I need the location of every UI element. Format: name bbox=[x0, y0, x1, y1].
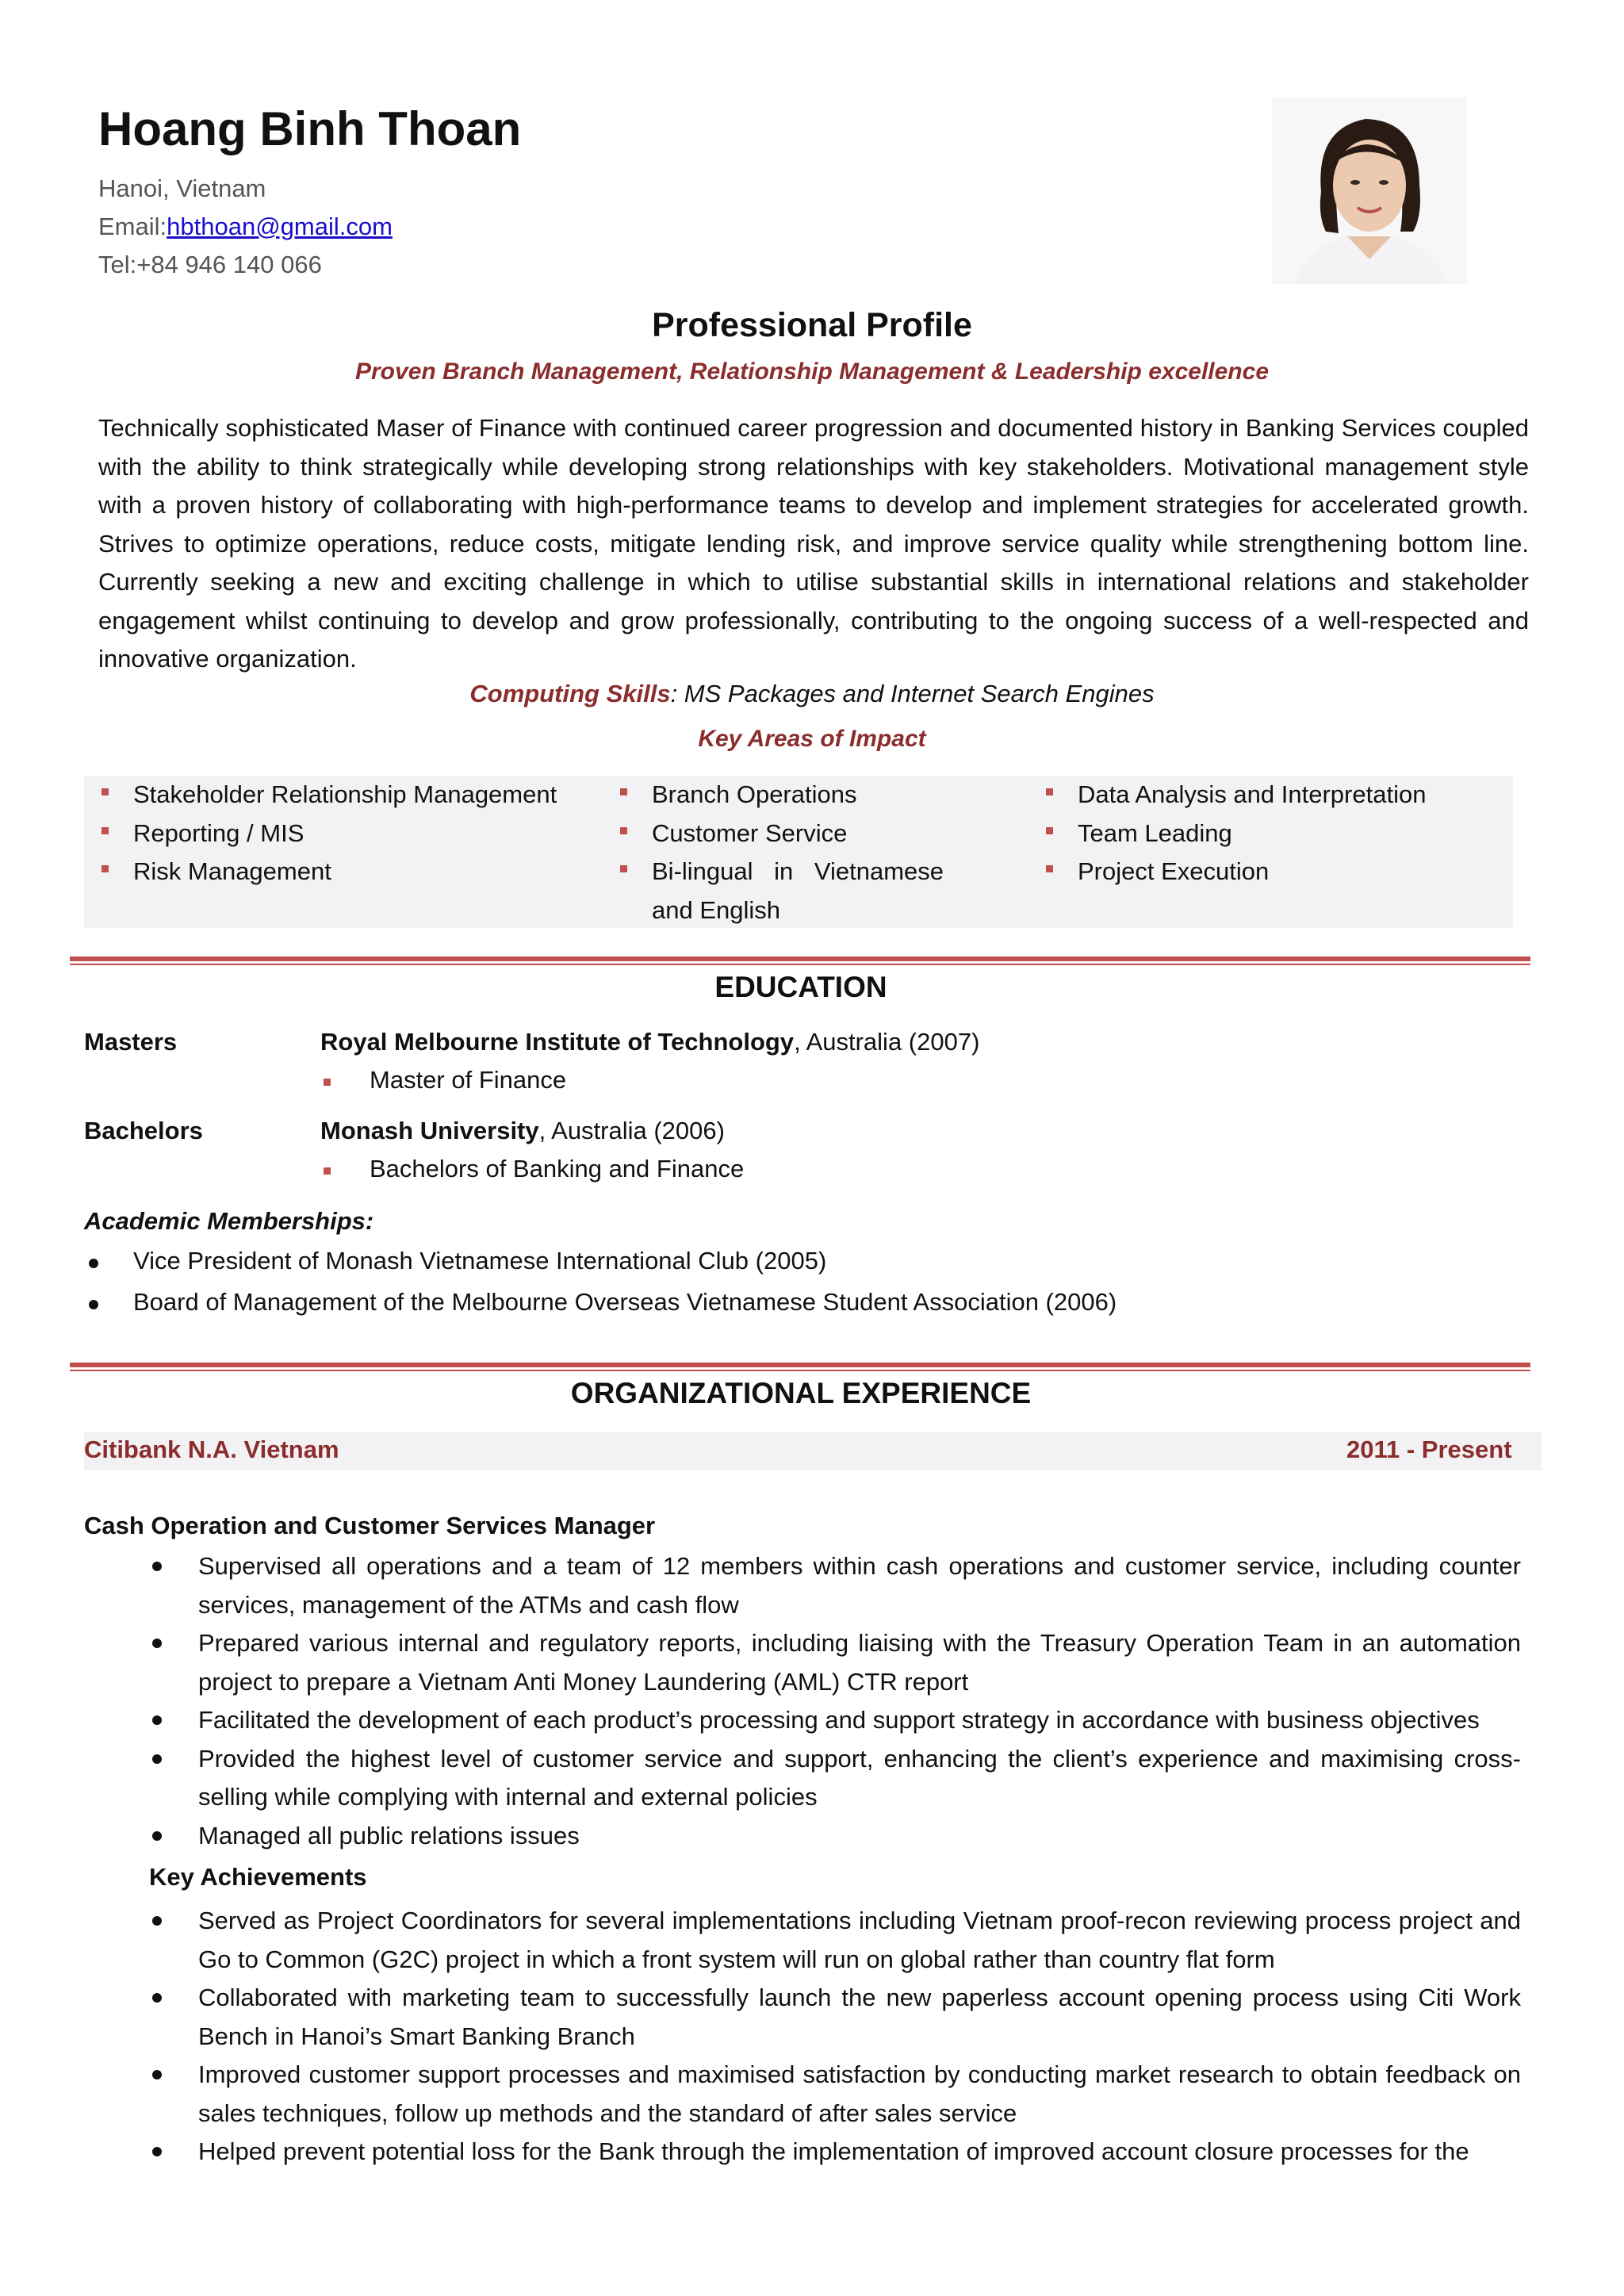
masters-institution-detail: , Australia (2007) bbox=[794, 1028, 980, 1056]
duties-list bbox=[149, 1547, 1521, 1855]
bachelors-institution-detail: , Australia (2006) bbox=[538, 1117, 725, 1144]
key-area-item: Bi-lingual in Vietnamese and English bbox=[603, 853, 975, 930]
achievement-item: Improved customer support processes and maximised satisfaction by conducting market research to obtain feedback on sales techniques, follow up methods and the standard of after sales service bbox=[149, 2056, 1521, 2133]
bachelors-institution bbox=[320, 1117, 725, 1145]
masters-degree: Masters bbox=[84, 1028, 178, 1056]
email-line bbox=[98, 213, 393, 241]
duty-item: Managed all public relations issues bbox=[149, 1817, 1521, 1856]
masters-institution-name: Royal Melbourne Institute of Technology bbox=[320, 1028, 795, 1056]
key-areas-column-2 bbox=[603, 776, 975, 930]
key-areas-title: Key Areas of Impact bbox=[698, 726, 926, 752]
bachelors-course: Bachelors of Banking and Finance bbox=[320, 1155, 744, 1183]
duty-item: Supervised all operations and a team of 12 members within cash operations and customer service, including counter services, management of the ATMs and cash flow bbox=[149, 1547, 1521, 1624]
key-area-item: Team Leading bbox=[1028, 815, 1504, 853]
bachelors-degree: Bachelors bbox=[84, 1117, 203, 1144]
telephone: Tel:+84 946 140 066 bbox=[98, 251, 322, 278]
education-title: EDUCATION bbox=[714, 971, 887, 1003]
computing-skills bbox=[0, 680, 1624, 708]
key-area-item: Stakeholder Relationship Management bbox=[84, 776, 599, 815]
job-title: Cash Operation and Customer Services Manager bbox=[84, 1512, 656, 1539]
email-label: Email: bbox=[98, 213, 167, 240]
achievements-title: Key Achievements bbox=[149, 1863, 367, 1891]
achievement-item: Served as Project Coordinators for several implementations including Vietnam proof-recon reviewing process project and Go to Common (G2C) project in which a front system will run on global rather than country flat form bbox=[149, 1902, 1521, 1979]
experience-title: ORGANIZATIONAL EXPERIENCE bbox=[570, 1377, 1032, 1409]
achievement-item: Helped prevent potential loss for the Bank through the implementation of improved account closure processes for the bbox=[149, 2133, 1521, 2171]
candidate-name: Hoang Binh Thoan bbox=[98, 102, 522, 155]
membership-item: Board of Management of the Melbourne Overseas Vietnamese Student Association (2006) bbox=[84, 1288, 1116, 1317]
masters-course: Master of Finance bbox=[320, 1066, 566, 1094]
membership-item: Vice President of Monash Vietnamese International Club (2005) bbox=[84, 1247, 826, 1275]
profile-subtitle: Proven Branch Management, Relationship Management & Leadership excellence bbox=[355, 358, 1269, 385]
key-areas-box bbox=[84, 776, 1513, 928]
key-areas-column-1 bbox=[84, 776, 599, 891]
key-area-item: Risk Management bbox=[84, 853, 599, 891]
duty-item: Facilitated the development of each product’s processing and support strategy in accordance with business objectives bbox=[149, 1701, 1521, 1740]
computing-skills-value: : MS Packages and Internet Search Engines bbox=[670, 680, 1155, 707]
duty-item: Provided the highest level of customer service and support, enhancing the client’s experience and maximising cross-selling while complying with internal and external policies bbox=[149, 1740, 1521, 1817]
profile-title: Professional Profile bbox=[652, 306, 972, 344]
bachelors-institution-name: Monash University bbox=[320, 1117, 539, 1144]
memberships-title: Academic Memberships: bbox=[84, 1207, 374, 1235]
key-area-item: Project Execution bbox=[1028, 853, 1504, 891]
section-divider bbox=[70, 956, 1530, 968]
company-name: Citibank N.A. Vietnam bbox=[84, 1435, 339, 1463]
section-divider bbox=[70, 1363, 1530, 1374]
key-area-item: Data Analysis and Interpretation bbox=[1028, 776, 1504, 815]
masters-institution bbox=[320, 1028, 979, 1056]
email-link[interactable]: hbthoan@gmail.com bbox=[167, 213, 393, 240]
key-area-item: Branch Operations bbox=[603, 776, 975, 815]
employment-period: 2011 - Present bbox=[1346, 1435, 1512, 1463]
key-areas-column-3 bbox=[1028, 776, 1504, 891]
duty-item: Prepared various internal and regulatory reports, including liaising with the Treasury Operation Team in an automation project to prepare a Vietnam Anti Money Laundering (AML) CTR report bbox=[149, 1624, 1521, 1701]
achievements-list bbox=[149, 1902, 1521, 2171]
location: Hanoi, Vietnam bbox=[98, 174, 266, 202]
key-area-item: Reporting / MIS bbox=[84, 815, 599, 853]
key-area-item: Customer Service bbox=[603, 815, 975, 853]
computing-skills-label: Computing Skills bbox=[469, 680, 671, 707]
profile-summary: Technically sophisticated Maser of Finance with continued career progression and documented history in Banking Services coupled with the ability to think strategically while developing strong relationships with key stakeholders. Motivational management style with a proven history of collaborating with high-performance teams to develop and implement strategies for accelerated growth. Strives to optimize operations, reduce costs, mitigate lending risk, and improve service quality while strengthening bottom line. Currently seeking a new and exciting challenge in which to utilise substantial skills in international relations and stakeholder engagement whilst continuing to develop and grow professionally, contributing to the ongoing success of a well-respected and innovative organization. bbox=[98, 414, 1529, 673]
profile-photo bbox=[1272, 97, 1467, 284]
achievement-item: Collaborated with marketing team to successfully launch the new paperless account opening process using Citi Work Bench in Hanoi’s Smart Banking Branch bbox=[149, 1979, 1521, 2056]
